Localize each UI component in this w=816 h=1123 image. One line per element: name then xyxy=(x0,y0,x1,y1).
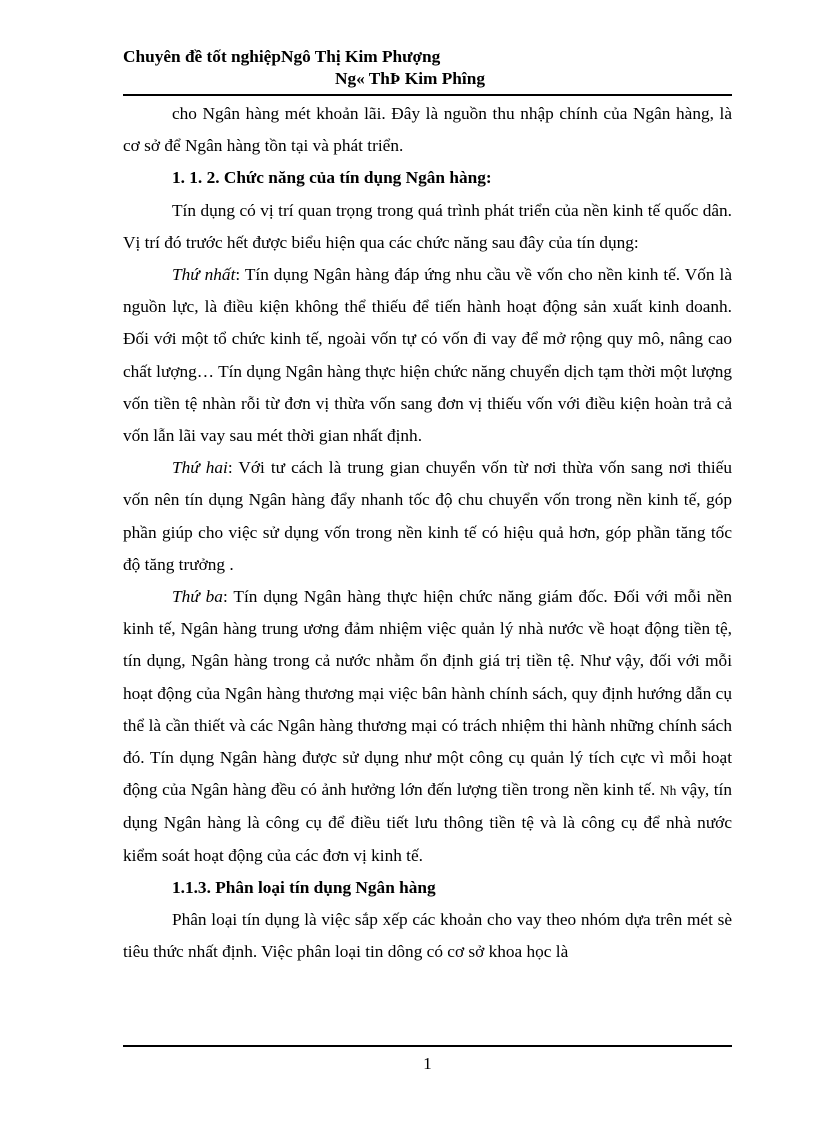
header-title: Chuyên đề tốt nghiệp xyxy=(123,47,281,66)
header-author-alt: Ng« ThÞ Kim Phîng xyxy=(335,69,485,88)
paragraph-thu-ba-small-artifact: Nh xyxy=(659,783,677,799)
page-number: 1 xyxy=(423,1054,432,1073)
header-line-1 xyxy=(123,46,732,68)
page-footer xyxy=(123,1045,732,1074)
paragraph-thu-ba-text: : Tín dụng Ngân hàng thực hiện chức năng giám đốc. Đối với mỗi nền kinh tế, Ngân hàng trung ương đảm nhiệm việc quản lý nhà nước về hoạt động tiền tệ, tín dụng, Ngân hàng trong cả nước nhằm ổn định giá trị tiền tệ. Như vậy, đối với mỗi hoạt động của Ngân hàng thương mại việc bân hành chính sách, quy định hướng dẫn cụ thể là cần thiết và các Ngân hàng thương mại có trách nhiệm thi hành những chính sách đó. Tín dụng Ngân hàng được sử dụng như một công cụ quản lý tích cực vì mỗi hoạt động của Ngân hàng đều có ảnh hưởng lớn đến lượng tiền trong nền kinh tế. xyxy=(123,587,732,800)
lead-thu-hai: Thứ hai xyxy=(172,458,228,478)
paragraph-thu-ba-text-2: vậy, tín dụng Ngân hàng là công cụ để điều tiết lưu thông tiền tệ và là công cụ để nhà nước kiểm soát hoạt động của các đơn vị kinh tế. xyxy=(123,780,732,865)
paragraph-phan-loai: Phân loại tín dụng là việc sắp xếp các khoản cho vay theo nhóm dựa trên mét sè tiêu thức nhất định. Việc phân loại tin dông có cơ sở khoa học là xyxy=(123,910,732,962)
paragraph-thu-hai xyxy=(123,452,732,581)
paragraph-thu-ba xyxy=(123,581,732,872)
section-heading-1-1-3: 1.1.3. Phân loại tín dụng Ngân hàng xyxy=(172,877,436,897)
lead-thu-nhat: Thứ nhất xyxy=(172,265,236,285)
page-header xyxy=(123,46,732,96)
document-body xyxy=(123,98,732,968)
header-divider xyxy=(123,94,732,96)
paragraph-continuation: cho Ngân hàng mét khoản lãi. Đây là nguồn thu nhập chính của Ngân hàng, là cơ sở để Ngân hàng tồn tại và phát triển. xyxy=(123,104,732,156)
paragraph-thu-nhat-text: : Tín dụng Ngân hàng đáp ứng nhu cầu về vốn cho nền kinh tế. Vốn là nguồn lực, là điều kiện không thể thiếu để tiến hành hoạt động sản xuất kinh doanh. Đối với một tổ chức kinh tế, ngoài vốn tự có vốn đi vay để mở rộng quy mô, nâng cao chất lượng… Tín dụng Ngân hàng thực hiện chức năng chuyển dịch tạm thời một lượng vốn tiền tệ nhàn rỗi từ đơn vị thừa vốn sang đơn vị thiếu vốn với điều kiện hoàn trả cả vốn lẫn lãi vay sau mét thời gian nhất định. xyxy=(123,265,732,446)
paragraph-thu-nhat xyxy=(123,259,732,452)
header-author: Ngô Thị Kim Phượng xyxy=(280,47,441,66)
section-heading-1-1-2: 1. 1. 2. Chức năng của tín dụng Ngân hàng: xyxy=(172,168,492,188)
paragraph-thu-hai-text: : Với tư cách là trung gian chuyển vốn từ nơi thừa vốn sang nơi thiếu vốn nên tín dụng Ngân hàng đẩy nhanh tốc độ chu chuyển vốn trong nền kinh tế, góp phần giúp cho việc sử dụng vốn trong nền kinh tế có hiệu quả hơn, góp phần tăng tốc độ tăng trưởng . xyxy=(123,458,732,574)
paragraph-intro: Tín dụng có vị trí quan trọng trong quá trình phát triển của nền kinh tế quốc dân. Vị trí đó trước hết được biểu hiện qua các chức năng sau đây của tín dụng: xyxy=(123,200,732,252)
lead-thu-ba: Thứ ba xyxy=(172,587,223,607)
page-content xyxy=(123,46,732,968)
